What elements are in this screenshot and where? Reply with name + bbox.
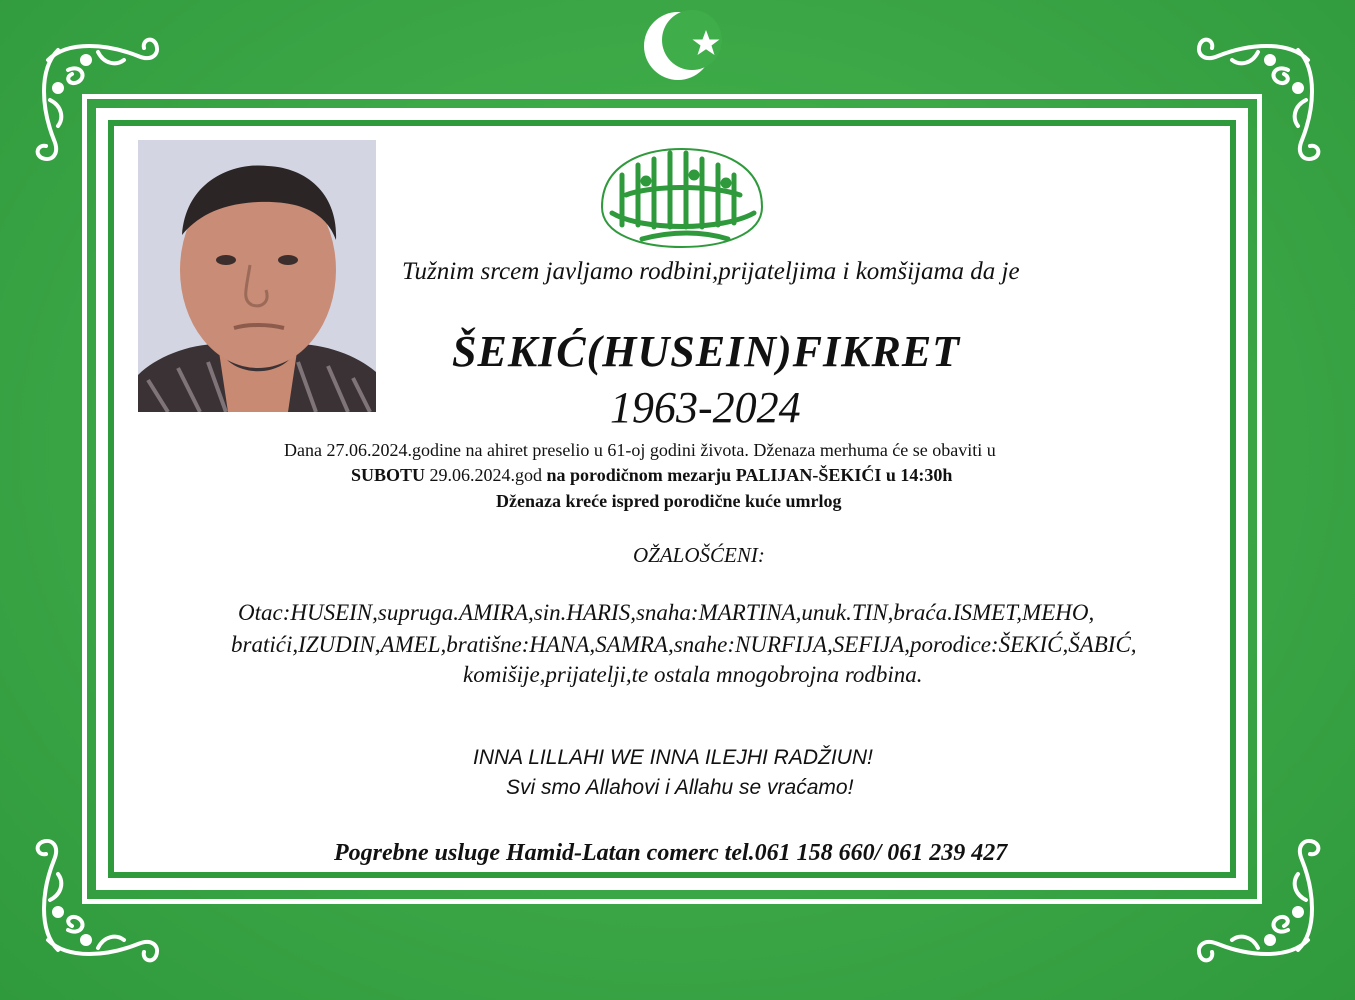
details-day: SUBOTU bbox=[351, 465, 426, 485]
mourners-line-1: Otac:HUSEIN,supruga.AMIRA,sin.HARIS,snaha:MARTINA,unuk.TIN,braća.ISMET,MEHO, bbox=[238, 600, 1095, 625]
corner-ornament-icon bbox=[1188, 30, 1328, 170]
arabic-calligraphy-icon bbox=[582, 135, 782, 255]
mourners-line-3: komišije,prijatelji,te ostala mnogobrojna rodbina. bbox=[463, 662, 923, 687]
crescent-star-icon bbox=[632, 4, 732, 92]
details-line-2 bbox=[351, 465, 952, 486]
mourners-heading: OŽALOŠĆENI: bbox=[633, 543, 765, 567]
intro-text: Tužnim srcem javljamo rodbini,prijateljima i komšijama da je bbox=[402, 258, 1020, 285]
life-years: 1963-2024 bbox=[610, 383, 801, 432]
details-date: 29.06.2024.god bbox=[425, 465, 547, 485]
deceased-name: ŠEKIĆ(HUSEIN)FIKRET bbox=[452, 327, 961, 376]
corner-ornament-icon bbox=[28, 830, 168, 970]
prayer-line-1: INNA LILLAHI WE INNA ILEJHI RADŽIUN! bbox=[473, 746, 873, 769]
prayer-line-2: Svi smo Allahovi i Allahu se vraćamo! bbox=[506, 776, 854, 799]
details-line-3: Dženaza kreće ispred porodične kuće umrlog bbox=[496, 491, 842, 511]
details-line-1: Dana 27.06.2024.godine na ahiret preselio u 61-oj godini života. Dženaza merhuma će se obaviti u bbox=[284, 440, 996, 460]
funeral-service-footer: Pogrebne usluge Hamid-Latan comerc tel.061 158 660/ 061 239 427 bbox=[334, 840, 1008, 866]
corner-ornament-icon bbox=[1188, 830, 1328, 970]
details-place-time: na porodičnom mezarju PALIJAN-ŠEKIĆI u 14:30h bbox=[546, 465, 953, 485]
portrait-photo bbox=[138, 140, 376, 412]
mourners-line-2: bratići,IZUDIN,AMEL,bratišne:HANA,SAMRA,snahe:NURFIJA,SEFIJA,porodice:ŠEKIĆ,ŠABIĆ, bbox=[231, 632, 1137, 657]
